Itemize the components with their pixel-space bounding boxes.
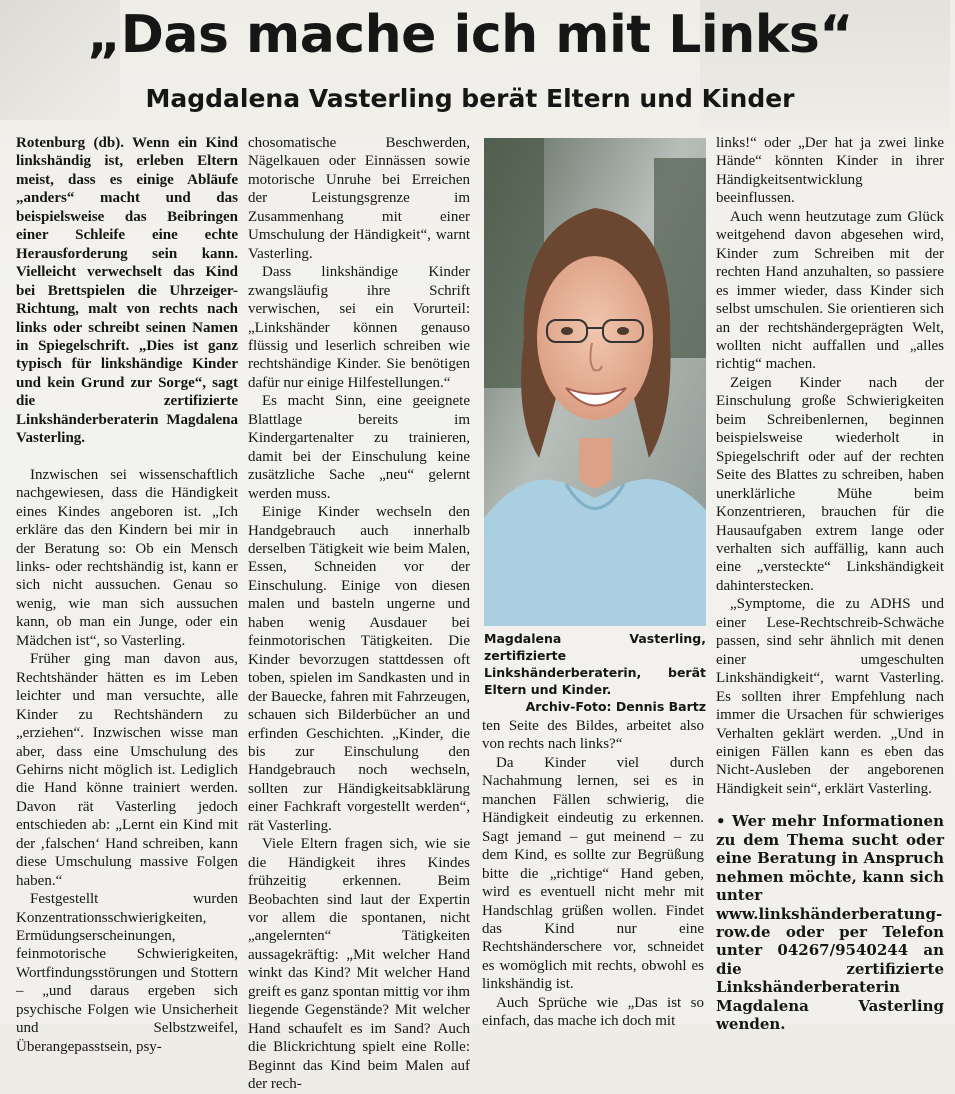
portrait-photo — [484, 138, 706, 626]
body-paragraph: Inzwischen sei wissenschaftlich nachgewiesen, dass die Händigkeit eines Kindes angeboren ist. „Ich erkläre das den Kindern bei mir in der Beratung so: Ob ein Mensch links- oder rechtshändig ist, kann er sich nicht aussuchen. Genau so wenig, wie man sich aussuchen kann, ob man ein Junge, oder ein Mädchen ist“, so Vasterling. — [16, 466, 238, 649]
body-paragraph: Festgestellt wurden Konzentrationsschwierigkeiten, Ermüdungserscheinungen, feinmotorische Schwierigkeiten, Wortfindungsstörungen und Stottern – „und daraus ergeben sich psychische Folgen wie Unsicherheit und Selbstzweifel, Überangepasstsein, psy- — [16, 891, 238, 1055]
body-paragraph: Früher ging man davon aus, Rechtshänder hätten es im Leben leichter und man versuchte, alle Kinder zu Rechtshändern zu „erziehen“. Inzwischen wisse man aber, dass eine Umschulung des Gehirns nicht möglich ist. Lediglich die Hand könne trainiert werden. Davon rät Vasterling jedoch entschieden ab: „Lernt ein Kind mit der ‚falschen‘ Hand schreiben, kann diese Umschulung massive Folgen haben.“ — [16, 651, 238, 889]
lead-paragraph: Rotenburg (db). Wenn ein Kind linkshändig ist, erleben Eltern meist, dass es einige Abläufe „anders“ macht und das beispielsweise das Beibringen einer Schleife eine echte Herausforderung sein kann. Vielleicht verwechselt das Kind bei Brettspielen die Uhrzeiger-Richtung, malt von rechts nach links oder schreibt seinen Namen in Spiegelschrift. „Dies ist ganz typisch für linkshändige Kinder und kein Grund zur Sorge“, sagt die zertifizierte Linkshänderberaterin Magdalena Vasterling. — [16, 135, 238, 447]
body-paragraph: Da Kinder viel durch Nachahmung lernen, sei es in manchen Fällen schwierig, die Händigkeit eindeutig zu erkennen. Sagt jemand – gut meinend – zu dem Kind, es sollte zur Begrüßung bitte die „richtige“ Hand geben, wird es eventuell nicht mehr mit Handschlag grüßen wollen. Findet das Kind nur eine Rechtshänderschere vor, schneidet es womöglich mit rechts, obwohl es linkshändig ist. — [482, 754, 704, 993]
article-column-3 — [482, 717, 704, 1030]
body-paragraph: Auch Sprüche wie „Das ist so einfach, das mache ich doch mit — [482, 994, 704, 1030]
body-paragraph: Einige Kinder wechseln den Handgebrauch auch innerhalb derselben Tätigkeit wie beim Malen, Essen, Schneiden vor der Einschulung. Einige von diesen malen und basteln ungerne und haben wenig Ausdauer bei feinmotorischen Tätigkeiten. Die Kinder bevorzugen stattdessen oft toben, spielen im Sandkasten und in der Bauecke, fahren mit Fahrzeugen, schauen sich Bilderbücher an und erfinden Geschichten. „Kinder, die bis zur Einschulung den Handgebrauch noch wechseln, sollten zur Händigkeitsabklärung einer Fachkraft vorgestellt werden“, rät Vasterling. — [248, 504, 470, 834]
body-paragraph: Viele Eltern fragen sich, wie sie die Händigkeit ihres Kindes frühzeitig erkennen. Beim Beobachten sind laut der Expertin vor allem die spontanen, nicht „angelernten“ Tätigkeiten aussagekräftig: „Mit welcher Hand winkt das Kind? Mit welcher Hand greift es ganz spontan mittig vor ihm liegende Gegenstände? Mit welcher Hand schaufelt es im Sand? Auch die Blickrichtung spielt eine Rolle: Beginnt das Kind beim Malen auf der rech- — [248, 836, 470, 1093]
body-paragraph: ten Seite des Bildes, arbeitet also von rechts nach links?“ — [482, 718, 704, 753]
body-paragraph: links!“ oder „Der hat ja zwei linke Hände“ könnten Kinder in ihrer Händigkeitsentwicklung beeinflussen. — [716, 135, 944, 207]
body-paragraph: Zeigen Kinder nach der Einschulung große Schwierigkeiten beim Schreibenlernen, beginnen beispielsweise wiederholt in Spiegelschrift oder auf der rechten Seite des Blattes zu schreiben, haben unerklärliche Mühe beim Konzentrieren, brauchen für die Hausaufgaben extrem lange oder verhalten sich auffällig, kann auch eine „versteckte“ Linkshändigkeit dahinterstecken. — [716, 374, 944, 594]
info-box: • Wer mehr Informationen zu dem Thema sucht oder eine Beratung in Anspruch nehmen möchte, kann sich unter www.linkshänderberatung-row.de oder per Telefon unter 04267/9540244 an die zertifizierte Linkshänderberaterin Magdalena Vasterling wenden. — [716, 812, 944, 1034]
portrait-illustration — [484, 138, 706, 626]
body-paragraph: Dass linkshändige Kinder zwangsläufig ihre Schrift verwischen, sei ein Vorurteil: „Linkshänder können genauso flüssig und leserlich schreiben wie rechtshändige Kinder. Sie benötigen dafür nur einige Hilfestellungen.“ — [248, 264, 470, 391]
body-paragraph: chosomatische Beschwerden, Nägelkauen oder Einnässen sowie motorische Unruhe bei Erreichen der Leistungsgrenze im Zusammenhang mit einer Umschulung der Händigkeit“, warnt Vasterling. — [248, 135, 470, 262]
photo-caption-text: Magdalena Vasterling, zertifizierte Linkshänderberaterin, berät Eltern und Kinder. — [484, 631, 706, 697]
article-column-1 — [16, 134, 238, 1055]
article-column-2 — [248, 134, 470, 1093]
photo-credit: Archiv-Foto: Dennis Bartz — [525, 699, 706, 714]
body-paragraph: „Symptome, die zu ADHS und einer Lese-Rechtschreib-Schwäche passen, sind sehr ähnlich mit denen einer umgeschulten Linkshändigkeit“, warnt Vasterling. Es sollten ihrer Empfehlung nach immer die Ursachen für schwieriges Verhalten geklärt werden. „Und in einigen Fällen kann es eben das Nicht-Ausleben der angeborenen Händigkeit sein“, erklärt Vasterling. — [716, 596, 944, 797]
article-column-4 — [716, 134, 944, 1034]
headline: „Das mache ich mit Links“ — [87, 5, 853, 65]
body-paragraph: Auch wenn heutzutage zum Glück weitgehend davon abgesehen wird, Kinder zum Schreiben mit der rechten Hand anzuhalten, so passiere es immer wieder, dass Kinder sich selbst umschulen. Sie orientieren sich an der rechtshändergeprägten Welt, wollten nicht auffallen und „alles richtig“ machen. — [716, 208, 944, 373]
body-paragraph: Es macht Sinn, eine geeignete Blattlage bereits im Kindergartenalter zu trainieren, damit bei der Einschulung keine zusätzliche Sache „neu“ gelernt werden muss. — [248, 393, 470, 502]
photo-caption — [484, 630, 706, 715]
subheadline: Magdalena Vasterling berät Eltern und Kinder — [145, 84, 795, 113]
